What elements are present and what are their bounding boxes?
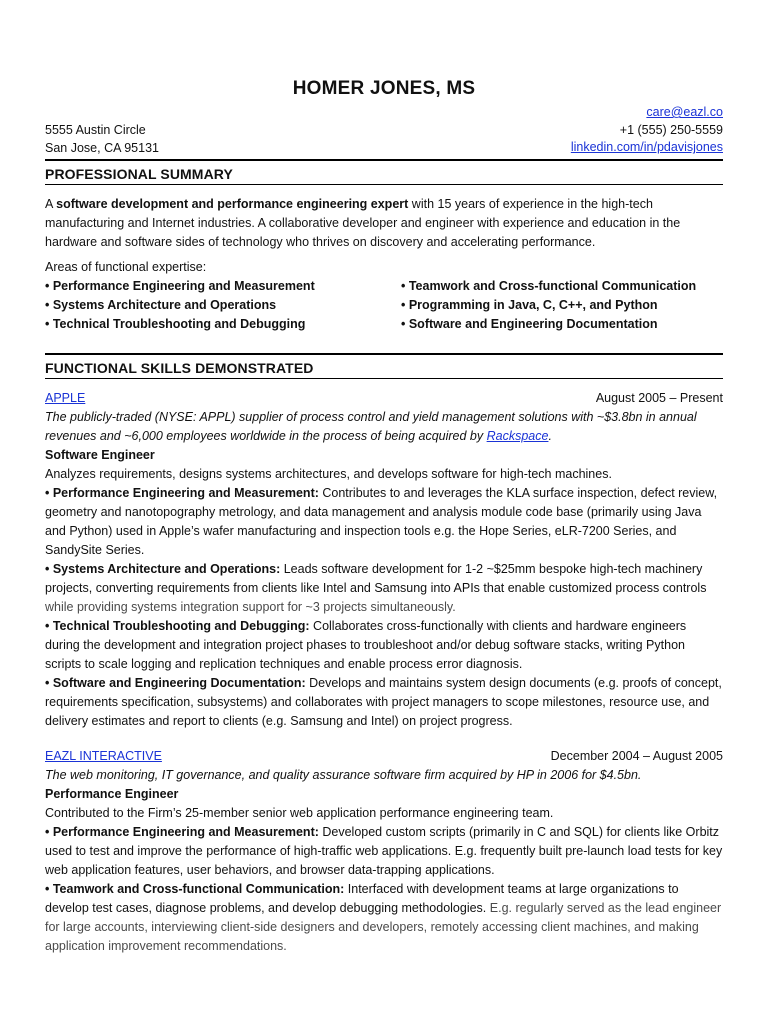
company-description: The web monitoring, IT governance, and quality assurance software firm acquired by HP in 2006 for $4.5bn.	[45, 768, 642, 782]
address-line-1: 5555 Austin Circle	[45, 123, 146, 137]
area-item: • Software and Engineering Documentation	[401, 317, 658, 331]
skills-heading: FUNCTIONAL SKILLS DEMONSTRATED	[45, 360, 314, 376]
contact-block	[45, 106, 723, 154]
job-summary: Contributed to the Firm’s 25-member senior web application performance engineering team.	[45, 806, 554, 820]
job-bullet: • Software and Engineering Documentation: Develops and maintains system design documents (e.g. proofs of concept, requirements specification, subsystems) and collaborates with project managers to scope milestones, resource use, and delivery estimates and report to clients (e.g. Samsung and Intel) on project progress.	[45, 676, 722, 728]
address-line-2: San Jose, CA 95131	[45, 140, 159, 155]
job-entry	[45, 389, 723, 731]
job-dates: August 2005 – Present	[595, 391, 723, 405]
area-item: • Systems Architecture and Operations	[45, 298, 277, 312]
area-item: • Technical Troubleshooting and Debugging	[45, 317, 306, 331]
job-bullet: • Technical Troubleshooting and Debugging: Collaborates cross-functionally with clients and hardware engineers during the development and integration project phases to troubleshoot and/or debug software stacks, writing Python scripts to scale logging and replication techniques and enable process error diagnosis.	[45, 619, 687, 671]
area-item: • Teamwork and Cross-functional Communication	[401, 279, 697, 293]
heading-underline	[45, 378, 723, 379]
job-summary: Analyzes requirements, designs systems architectures, and develops software for high-tech machines.	[45, 467, 612, 481]
areas-right-column	[401, 277, 696, 334]
area-item: • Performance Engineering and Measurement	[45, 279, 315, 293]
job-bullet: • Teamwork and Cross-functional Communication: Interfaced with development teams at large organizations to develop test cases, diagnose problems, and develop debugging methodologies. E.g. regularly served as the lead engineer for large accounts, interviewing client-side designers and developers, remotely accessing client machines, and making application improvement recommendations.	[45, 882, 722, 953]
company-link-eazl[interactable]: EAZL INTERACTIVE	[45, 749, 162, 763]
rackspace-link[interactable]: Rackspace	[486, 429, 549, 443]
job-header	[45, 389, 723, 408]
job-bullet: • Performance Engineering and Measurement: Developed custom scripts (primarily in C and SQL) for clients like Orbitz used to test and improve the performance of high-traffic web applications. E.g. frequently built pre-launch load tests for key web application features, user behaviors, and browser data-trapping applications.	[45, 825, 723, 877]
candidate-name: HOMER JONES, MS	[292, 78, 476, 99]
summary-paragraph: A software development and performance engineering expert with 15 years of experience in the high-tech manufacturing and Internet industries. A collaborative developer and engineer with experience and education in the hardware and software sides of technology who thrives on discovery and accelerating performance.	[45, 197, 681, 249]
phone-number: +1 (555) 250-5559	[619, 122, 723, 137]
job-header	[45, 747, 723, 766]
job-bullet: • Performance Engineering and Measurement: Contributes to and leverages the KLA surface inspection, defect review, geometry and nanotopography metrology, and data management and analysis module code base (primarily using Java and Python) used in Apple’s wafer manufacturing and inspection tools e.g. the Hope Series, eLR-7200 Series, and SandySite Series.	[45, 486, 718, 557]
job-title: Performance Engineer	[45, 787, 179, 801]
job-dates: December 2004 – August 2005	[550, 749, 723, 763]
areas-label: Areas of functional expertise:	[45, 260, 207, 274]
areas-left-column	[45, 277, 401, 334]
contact-links	[571, 104, 723, 157]
company-link-apple[interactable]: APPLE	[45, 391, 86, 405]
company-description: The publicly-traded (NYSE: APPL) supplier of process control and yield management solutions with ~$3.8bn in annual revenues and ~6,000 employees worldwide in the process of being acquired by Rackspace.	[45, 410, 697, 443]
address	[45, 122, 159, 157]
summary-heading: PROFESSIONAL SUMMARY	[45, 166, 233, 182]
job-bullet: • Systems Architecture and Operations: Leads software development for 1-2 ~$25mm bespoke high-tech machinery projects, converting requirements from clients like Intel and Samsung into APIs that enable customized process controls while providing systems integration support for ~3 projects simultaneously.	[45, 562, 707, 614]
job-title: Software Engineer	[45, 448, 155, 462]
linkedin-link[interactable]: linkedin.com/in/pdavisjones	[570, 140, 723, 154]
area-item: • Programming in Java, C, C++, and Python	[401, 298, 658, 312]
areas-list	[45, 277, 723, 334]
email-link[interactable]: care@eazl.co	[646, 105, 723, 119]
heading-underline	[45, 184, 723, 185]
job-entry	[45, 747, 723, 956]
